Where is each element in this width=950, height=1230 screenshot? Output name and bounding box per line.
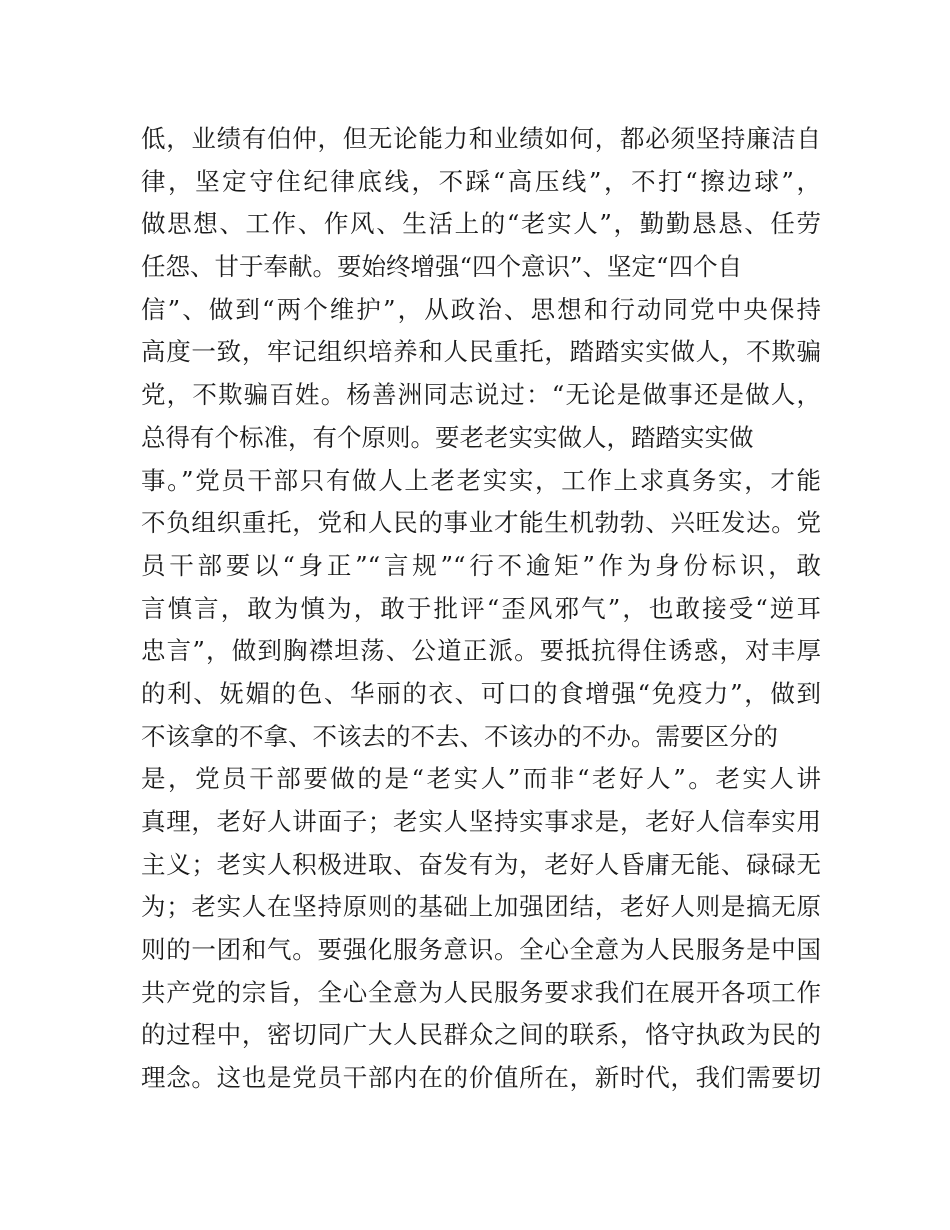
text-line: 真理，老好人讲面子；老实人坚持实事求是，老好人信奉实用 [141,807,821,836]
text-line: 言慎言，敢为慎为，敢于批评“歪风邪气”，也敢接受“逆耳 [141,593,821,623]
text-line: 为；老实人在坚持原则的基础上加强团结，老好人则是搞无原 [141,892,821,922]
text-line: 不该拿的不拿、不该去的不去、不该办的不办。需要区分的 [141,721,778,751]
body-text [141,118,821,1100]
text-line: 低，业绩有伯仲，但无论能力和业绩如何，都必须坚持廉洁自 [141,124,821,153]
text-line: 律，坚定守住纪律底线，不踩“高压线”，不打“擦边球”， [141,166,821,196]
text-line: 理念。这也是党员干部内在的价值所在，新时代，我们需要切 [141,1063,821,1093]
text-line: 不负组织重托，党和人民的事业才能生机勃勃、兴旺发达。党 [141,508,821,538]
text-line: 总得有个标准，有个原则。要老老实实做人，踏踏实实做 [141,422,754,452]
text-line: 的利、妩媚的色、华丽的衣、可口的食增强“免疫力”，做到 [141,678,821,708]
text-line: 共产党的宗旨，全心全意为人民服务要求我们在展开各项工作 [141,977,821,1007]
text-line: 事。”党员干部只有做人上老老实实，工作上求真务实，才能 [141,465,821,495]
text-line: 主义；老实人积极进取、奋发有为，老好人昏庸无能、碌碌无 [141,849,821,879]
text-line: 是，党员干部要做的是“老实人”而非“老好人”。老实人讲 [141,764,821,794]
text-line: 做思想、工作、作风、生活上的“老实人”，勤勤恳恳、任劳 [141,209,821,239]
text-line: 党，不欺骗百姓。杨善洲同志说过：“无论是做事还是做人， [141,380,821,410]
text-line: 任怨、甘于奉献。要始终增强“四个意识”、坚定“四个自 [141,252,743,282]
text-line: 忠言”，做到胸襟坦荡、公道正派。要抵抗得住诱惑，对丰厚 [141,636,821,666]
text-line: 高度一致，牢记组织培养和人民重托，踏踏实实做人，不欺骗 [141,337,821,367]
text-line: 员干部要以“身正”“言规”“行不逾矩”作为身份标识，敢 [141,550,821,580]
text-line: 信”、做到“两个维护”，从政治、思想和行动同党中央保持 [141,294,821,324]
text-line: 的过程中，密切同广大人民群众之间的联系，恪守执政为民的 [141,1020,821,1050]
text-line: 则的一团和气。要强化服务意识。全心全意为人民服务是中国 [141,935,821,965]
